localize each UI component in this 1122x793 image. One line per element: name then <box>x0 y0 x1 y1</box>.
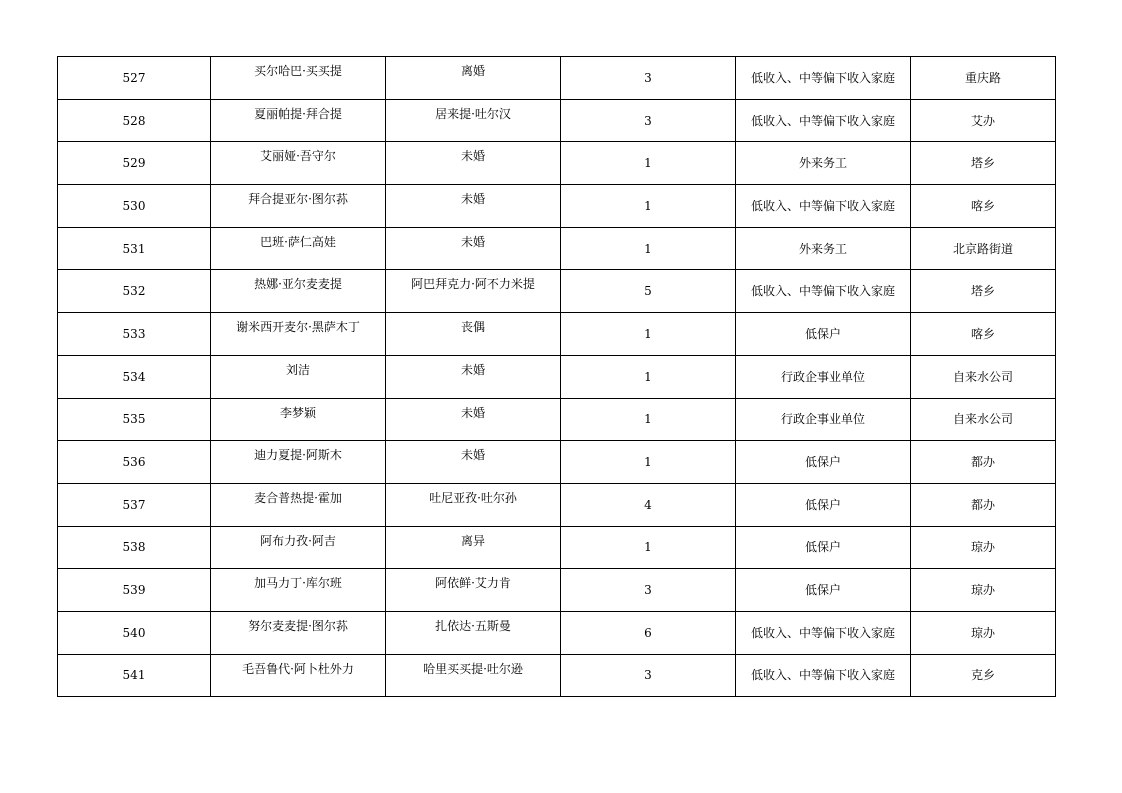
unit-cell: 琼办 <box>911 526 1056 569</box>
household-size-cell: 1 <box>561 398 736 441</box>
household-type-cell: 低收入、中等偏下收入家庭 <box>736 654 911 697</box>
table-row <box>58 398 1056 441</box>
household-type-cell: 低保户 <box>736 313 911 356</box>
table-row <box>58 526 1056 569</box>
household-type-cell: 外来务工 <box>736 142 911 185</box>
applicant-name-cell: 艾丽娅·吾守尔 <box>211 142 386 185</box>
spouse-cell: 未婚 <box>386 355 561 398</box>
unit-cell: 艾办 <box>911 99 1056 142</box>
row-number-cell: 534 <box>58 355 211 398</box>
household-size-cell: 1 <box>561 355 736 398</box>
table-row <box>58 270 1056 313</box>
household-type-cell: 低收入、中等偏下收入家庭 <box>736 270 911 313</box>
household-type-cell: 低收入、中等偏下收入家庭 <box>736 99 911 142</box>
household-type-cell: 低收入、中等偏下收入家庭 <box>736 611 911 654</box>
household-size-cell: 1 <box>561 313 736 356</box>
applicant-name-cell: 买尔哈巴·买买提 <box>211 57 386 100</box>
household-size-cell: 1 <box>561 441 736 484</box>
household-type-cell: 低保户 <box>736 441 911 484</box>
table-row <box>58 569 1056 612</box>
unit-cell: 喀乡 <box>911 185 1056 228</box>
row-number-cell: 533 <box>58 313 211 356</box>
unit-cell: 喀乡 <box>911 313 1056 356</box>
row-number-cell: 529 <box>58 142 211 185</box>
applicant-name-cell: 迪力夏提·阿斯木 <box>211 441 386 484</box>
household-type-cell: 低保户 <box>736 526 911 569</box>
household-type-cell: 外来务工 <box>736 227 911 270</box>
spouse-cell: 哈里买买提·吐尔逊 <box>386 654 561 697</box>
household-size-cell: 1 <box>561 227 736 270</box>
spouse-cell: 丧偶 <box>386 313 561 356</box>
household-size-cell: 3 <box>561 654 736 697</box>
applicant-name-cell: 热娜·亚尔麦麦提 <box>211 270 386 313</box>
household-type-cell: 低保户 <box>736 483 911 526</box>
spouse-cell: 未婚 <box>386 185 561 228</box>
spouse-cell: 未婚 <box>386 142 561 185</box>
household-size-cell: 3 <box>561 569 736 612</box>
unit-cell: 自来水公司 <box>911 355 1056 398</box>
row-number-cell: 541 <box>58 654 211 697</box>
household-size-cell: 1 <box>561 185 736 228</box>
unit-cell: 都办 <box>911 483 1056 526</box>
household-type-cell: 行政企事业单位 <box>736 398 911 441</box>
row-number-cell: 536 <box>58 441 211 484</box>
applicant-name-cell: 拜合提亚尔·图尔荪 <box>211 185 386 228</box>
applicant-name-cell: 阿布力孜·阿吉 <box>211 526 386 569</box>
row-number-cell: 531 <box>58 227 211 270</box>
unit-cell: 塔乡 <box>911 270 1056 313</box>
table-row <box>58 99 1056 142</box>
household-size-cell: 4 <box>561 483 736 526</box>
spouse-cell: 居来提·吐尔汉 <box>386 99 561 142</box>
spouse-cell: 未婚 <box>386 227 561 270</box>
unit-cell: 琼办 <box>911 569 1056 612</box>
household-type-cell: 低收入、中等偏下收入家庭 <box>736 57 911 100</box>
household-size-cell: 1 <box>561 526 736 569</box>
unit-cell: 塔乡 <box>911 142 1056 185</box>
applicant-name-cell: 毛吾鲁代·阿卜杜外力 <box>211 654 386 697</box>
table-row <box>58 654 1056 697</box>
applicant-name-cell: 努尔麦麦提·图尔荪 <box>211 611 386 654</box>
unit-cell: 琼办 <box>911 611 1056 654</box>
applicant-table <box>57 56 1056 697</box>
applicant-name-cell: 麦合普热提·霍加 <box>211 483 386 526</box>
household-size-cell: 1 <box>561 142 736 185</box>
applicant-name-cell: 谢米西开麦尔·黑萨木丁 <box>211 313 386 356</box>
household-size-cell: 3 <box>561 99 736 142</box>
table-row <box>58 611 1056 654</box>
unit-cell: 重庆路 <box>911 57 1056 100</box>
spouse-cell: 未婚 <box>386 398 561 441</box>
spouse-cell: 阿巴拜克力·阿不力米提 <box>386 270 561 313</box>
spouse-cell: 扎依达·五斯曼 <box>386 611 561 654</box>
table-row <box>58 142 1056 185</box>
table-row <box>58 57 1056 100</box>
table-row <box>58 483 1056 526</box>
table-row <box>58 355 1056 398</box>
row-number-cell: 530 <box>58 185 211 228</box>
row-number-cell: 532 <box>58 270 211 313</box>
row-number-cell: 535 <box>58 398 211 441</box>
applicant-name-cell: 巴班·萨仁高娃 <box>211 227 386 270</box>
row-number-cell: 539 <box>58 569 211 612</box>
row-number-cell: 527 <box>58 57 211 100</box>
household-type-cell: 行政企事业单位 <box>736 355 911 398</box>
applicant-name-cell: 加马力丁·库尔班 <box>211 569 386 612</box>
applicant-name-cell: 李梦颖 <box>211 398 386 441</box>
spouse-cell: 离婚 <box>386 57 561 100</box>
unit-cell: 自来水公司 <box>911 398 1056 441</box>
spouse-cell: 离异 <box>386 526 561 569</box>
unit-cell: 克乡 <box>911 654 1056 697</box>
table-body <box>58 57 1056 697</box>
row-number-cell: 538 <box>58 526 211 569</box>
household-type-cell: 低收入、中等偏下收入家庭 <box>736 185 911 228</box>
household-size-cell: 6 <box>561 611 736 654</box>
table-row <box>58 313 1056 356</box>
spouse-cell: 吐尼亚孜·吐尔孙 <box>386 483 561 526</box>
applicant-name-cell: 刘洁 <box>211 355 386 398</box>
household-size-cell: 5 <box>561 270 736 313</box>
household-size-cell: 3 <box>561 57 736 100</box>
household-type-cell: 低保户 <box>736 569 911 612</box>
row-number-cell: 528 <box>58 99 211 142</box>
applicant-name-cell: 夏丽帕提·拜合提 <box>211 99 386 142</box>
row-number-cell: 537 <box>58 483 211 526</box>
table-row <box>58 441 1056 484</box>
unit-cell: 北京路街道 <box>911 227 1056 270</box>
table-row <box>58 185 1056 228</box>
unit-cell: 都办 <box>911 441 1056 484</box>
spouse-cell: 阿依鲜·艾力肯 <box>386 569 561 612</box>
table-row <box>58 227 1056 270</box>
spouse-cell: 未婚 <box>386 441 561 484</box>
row-number-cell: 540 <box>58 611 211 654</box>
